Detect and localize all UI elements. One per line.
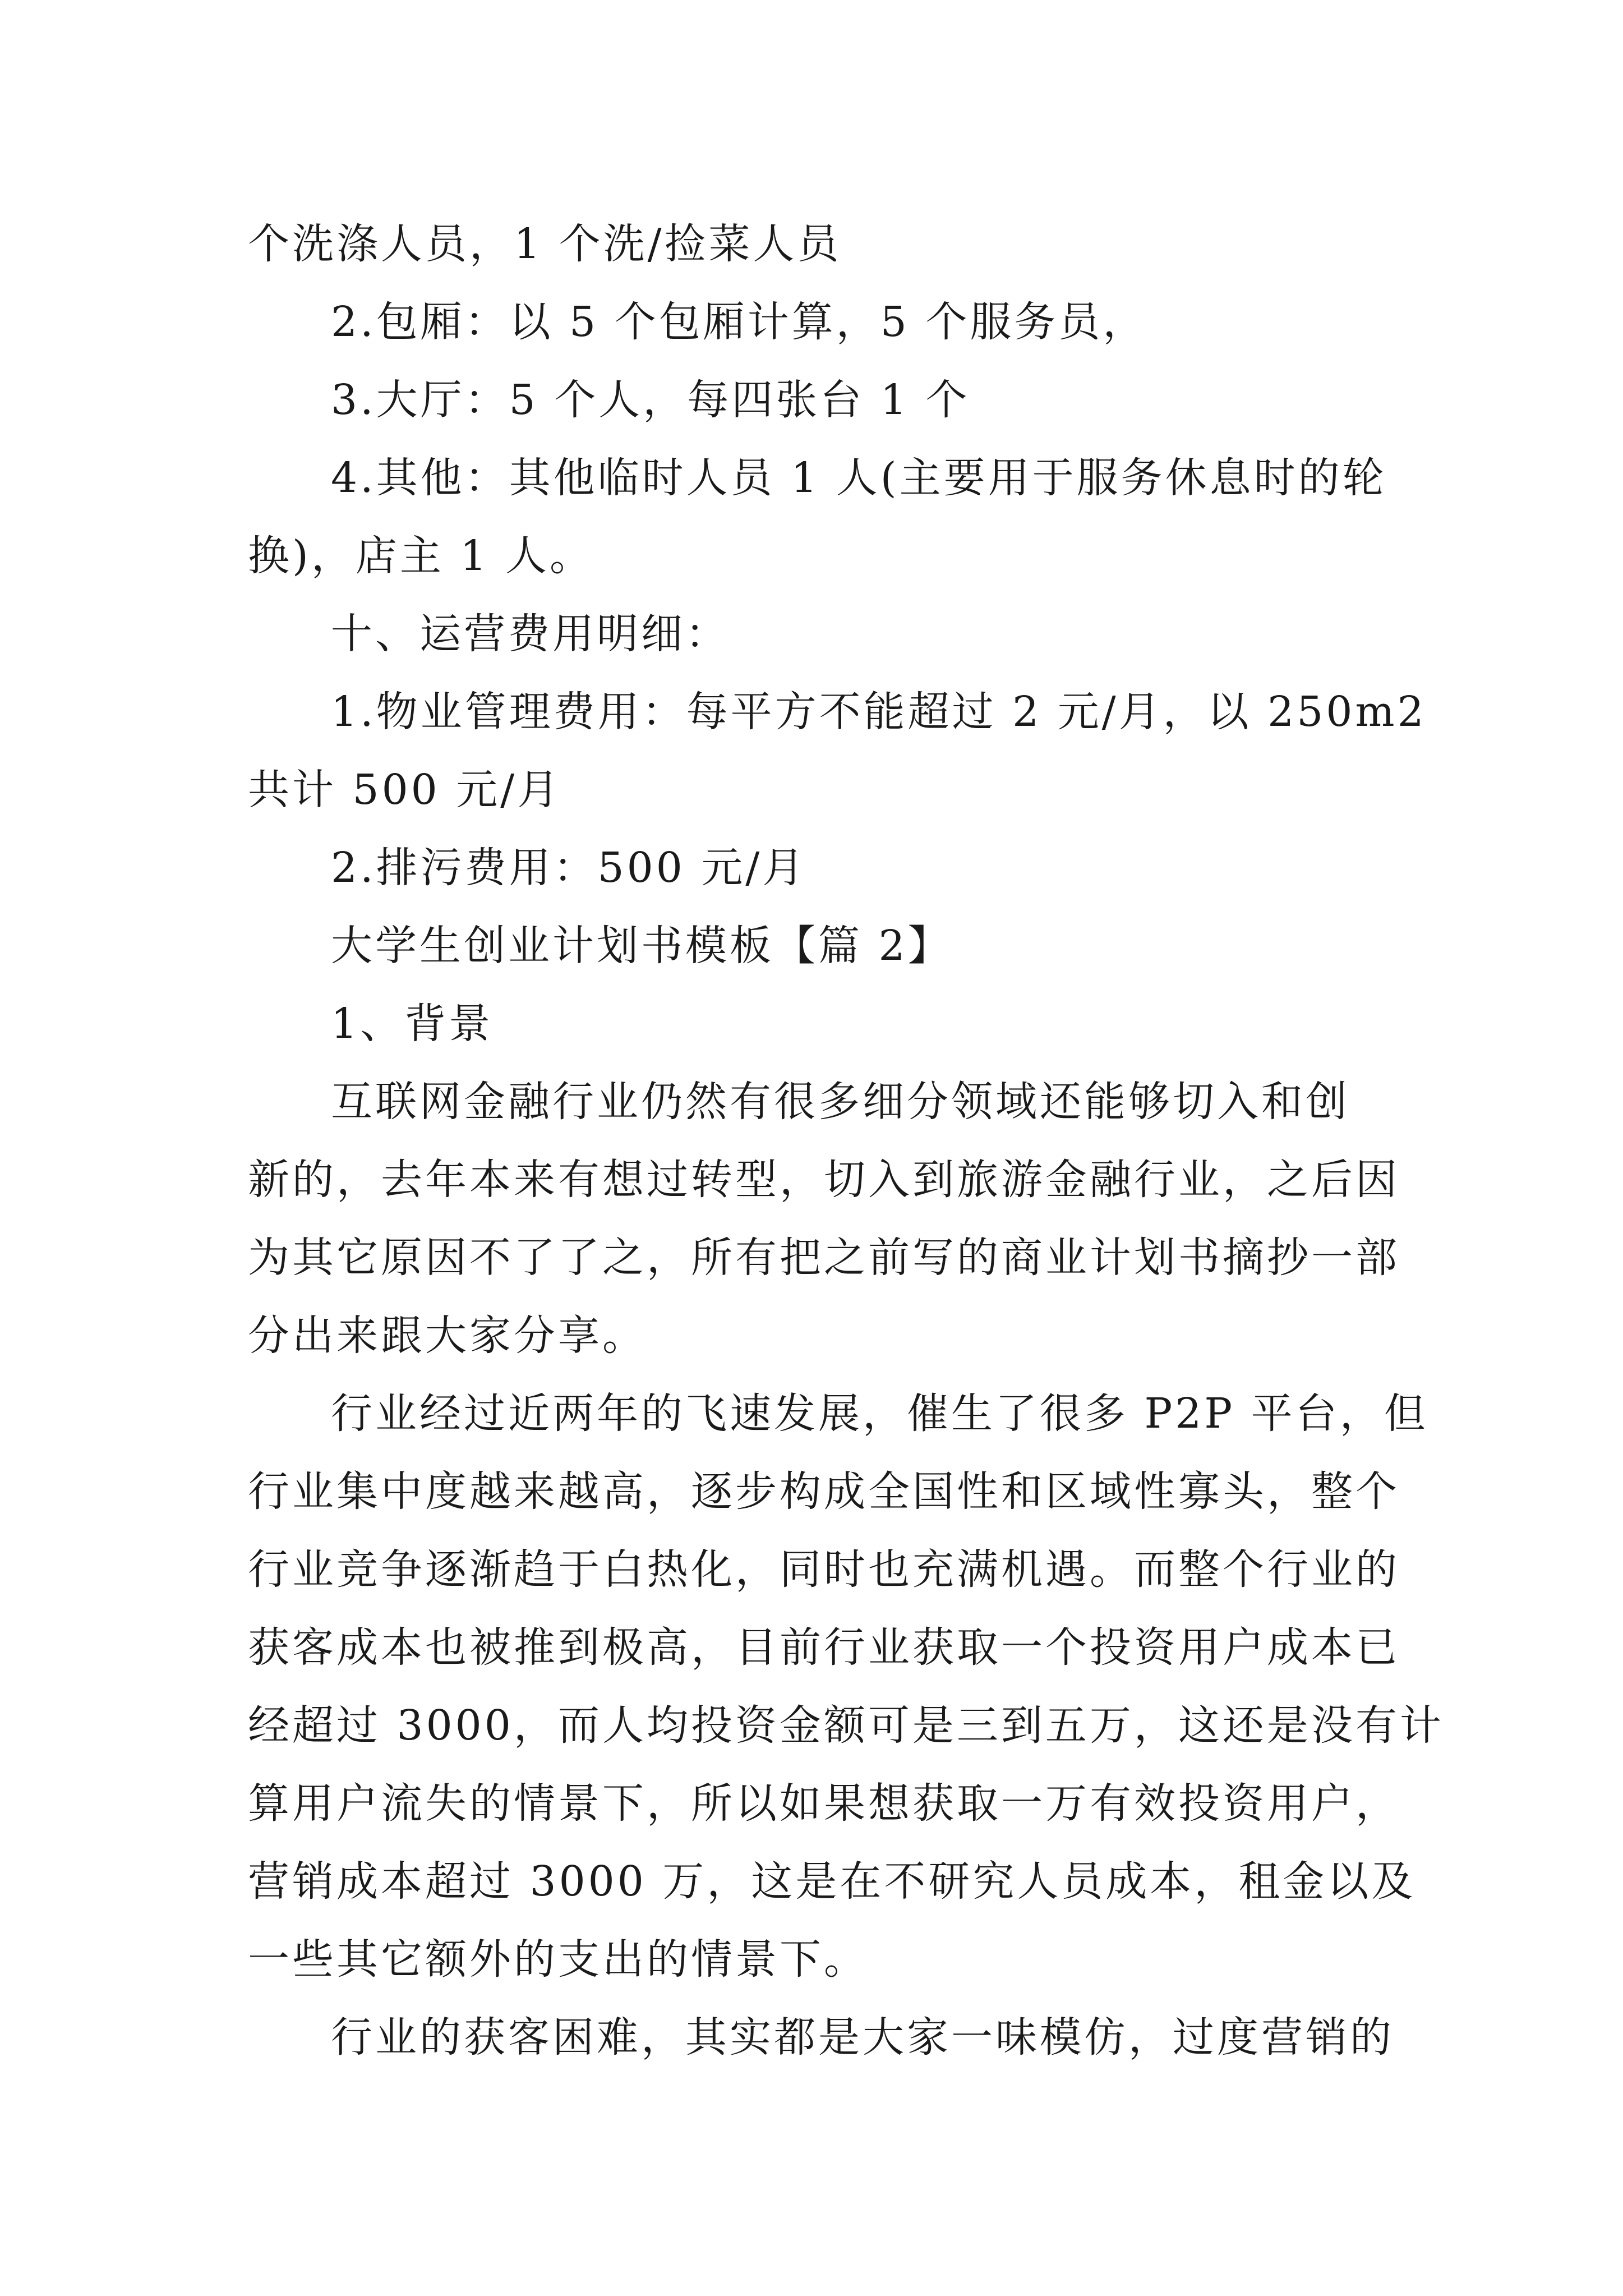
text-line: 2.排污费用：500 元/月 [331, 844, 807, 892]
text-line: 1.物业管理费用：每平方不能超过 2 元/月，以 250m2 [331, 688, 1427, 736]
text-line: 获客成本也被推到极高，目前行业获取一个投资用户成本已 [248, 1623, 1400, 1672]
text-line: 经超过 3000，而人均投资金额可是三到五万，这还是没有计 [248, 1701, 1444, 1750]
text-line: 为其它原因不了了之，所有把之前写的商业计划书摘抄一部 [248, 1234, 1400, 1282]
text-line: 2.包厢：以 5 个包厢计算，5 个服务员， [331, 298, 1147, 346]
text-line: 4.其他：其他临时人员 1 人(主要用于服务休息时的轮 [331, 454, 1387, 502]
text-line: 个洗涤人员，1 个洗/捡菜人员 [248, 220, 842, 268]
text-line: 共计 500 元/月 [248, 766, 562, 814]
text-line: 新的，去年本来有想过转型，切入到旅游金融行业，之后因 [248, 1156, 1400, 1204]
section-heading: 十、运营费用明细： [331, 610, 730, 658]
text-line: 行业经过近两年的飞速发展，催生了很多 P2P 平台，但 [331, 1389, 1428, 1438]
text-line: 3.大厅：5 个人，每四张台 1 个 [331, 376, 970, 424]
text-line: 一些其它额外的支出的情景下。 [248, 1935, 868, 1984]
text-line: 分出来跟大家分享。 [248, 1312, 647, 1360]
section-heading: 1、背景 [331, 1000, 494, 1048]
text-line: 行业的获客困难，其实都是大家一味模仿，过度营销的 [331, 2013, 1394, 2062]
text-line: 算用户流失的情景下，所以如果想获取一万有效投资用户， [248, 1779, 1400, 1828]
text-line: 互联网金融行业仍然有很多细分领域还能够切入和创 [331, 1078, 1350, 1126]
text-line: 行业竞争逐渐趋于白热化，同时也充满机遇。而整个行业的 [248, 1545, 1400, 1594]
text-line: 行业集中度越来越高，逐步构成全国性和区域性寡头，整个 [248, 1467, 1400, 1516]
text-line: 营销成本超过 3000 万，这是在不研究人员成本，租金以及 [248, 1857, 1416, 1906]
section-title: 大学生创业计划书模板【篇 2】 [331, 922, 952, 970]
text-line: 换)，店主 1 人。 [248, 532, 594, 580]
